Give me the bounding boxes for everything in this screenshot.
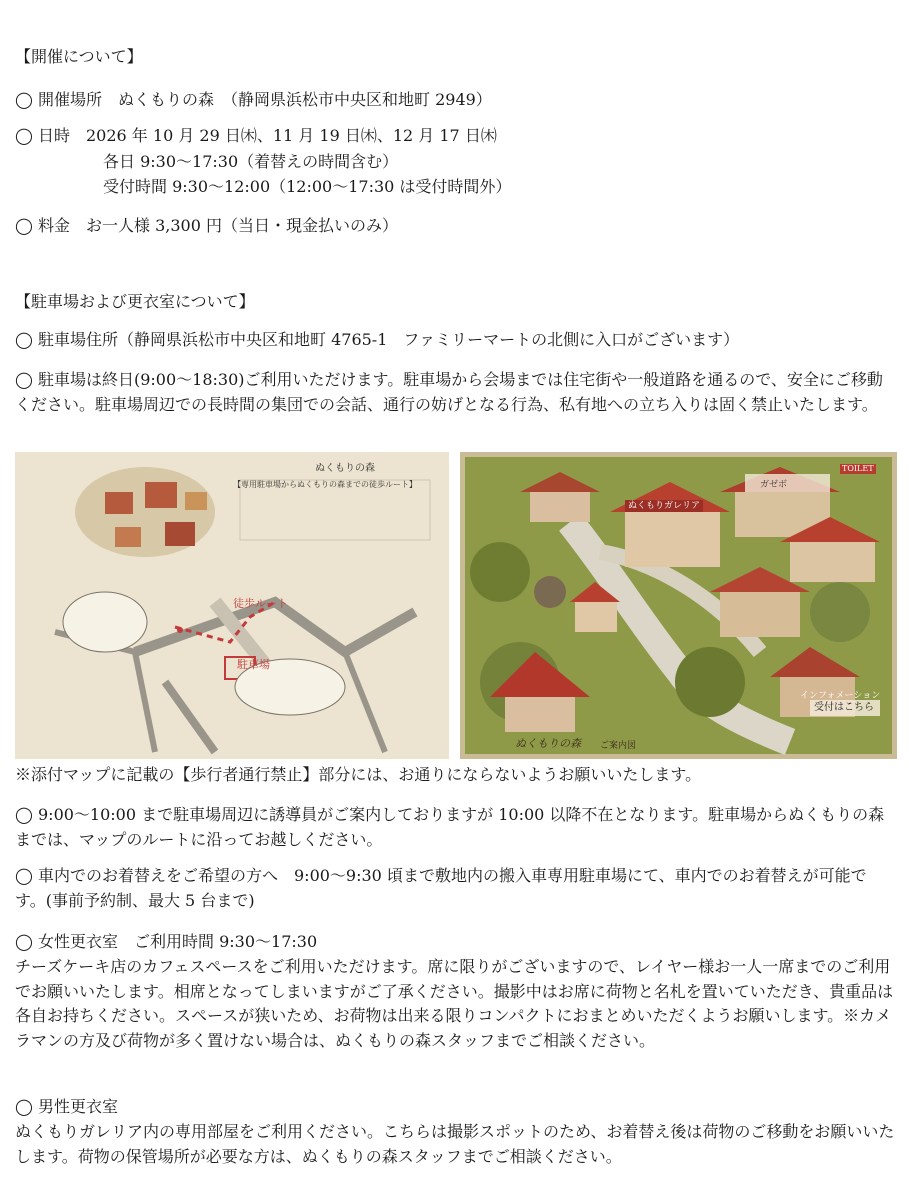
parking-label: 駐車場 — [237, 658, 270, 671]
venue-map-guide-label: ご案内図 — [600, 741, 637, 751]
car-change-info: ◯ 車内でのお着替えをご希望の方へ 9:00〜9:30 頃まで敷地内の搬入車専用駐車場にて、車内でのお着替えが可能です。(事前予約制、最大 5 台まで) — [15, 866, 867, 910]
reception-line: 受付時間 9:30〜12:00（12:00〜17:30 は受付時間外） — [103, 177, 512, 196]
information-label: インフォメーション — [800, 691, 881, 701]
venue-line: ◯ 開催場所 ぬくもりの森 （静岡県浜松市中央区和地町 2949） — [15, 90, 492, 109]
venue-map-logo: ぬくもりの森 — [515, 737, 581, 750]
holding-heading: 【開催について】 — [15, 47, 143, 66]
guide-info: ◯ 9:00〜10:00 まで駐車場周辺に誘導員がご案内しておりますが 10:00 以降不在となります。駐車場からぬくもりの森までは、マップのルートに沿ってお越しください。 — [15, 805, 885, 849]
female-room-body: チーズケーキ店のカフェスペースをご利用いただけます。席に限りがございますので、レイヤー様お一人一席までのご利用でお願いいたします。相席となってしまいますがご了承ください。撮影中はお席に荷物と名札を置いていただき、貴重品は各自お持ちください。スペースが狭いため、お荷物は出来る限りコンパクトにおまとめいただくようお願いします。※カメラマンの方及び荷物が多く置けない場合は、ぬくもりの森スタッフまでご相談ください。 — [15, 957, 894, 1050]
date-line: ◯ 日時 2026 年 10 月 29 日㈭、11 月 19 日㈭、12 月 17 日㈭ — [15, 126, 497, 145]
walking-route-map-drawing — [15, 452, 449, 759]
female-room-title: ◯ 女性更衣室 ご利用時間 9:30〜17:30 — [15, 932, 318, 951]
toilet-label: TOILET — [842, 464, 874, 473]
gazebo-label: ガゼボ — [760, 480, 788, 490]
reception-here-label: 受付はこちら — [814, 702, 874, 713]
map-note: ※添付マップに記載の【歩行者通行禁止】部分には、お通りにならないようお願いいたします。 — [15, 765, 702, 784]
walking-route-map — [15, 452, 449, 759]
galleria-label: ぬくもりガレリア — [625, 500, 703, 512]
male-room-title: ◯ 男性更衣室 — [15, 1097, 118, 1116]
male-room-body: ぬくもりガレリア内の専用部屋をご利用ください。こちらは撮影スポットのため、お着替え後は荷物のご移動をお願いいたします。荷物の保管場所が必要な方は、ぬくもりの森スタッフまでご相談ください。 — [15, 1122, 895, 1166]
parking-address: ◯ 駐車場住所（静岡県浜松市中央区和地町 4765-1 ファミリーマートの北側に入口がございます） — [15, 330, 740, 349]
walking-map-title: ぬくもりの森 — [315, 463, 375, 474]
walking-route-label: 徒歩ルート — [233, 597, 288, 610]
parking-usage: ◯ 駐車場は終日(9:00〜18:30)ご利用いただけます。駐車場から会場までは住宅街や一般道路を通るので、安全にご移動ください。駐車場周辺での長時間の集団での会話、通行の妨げとなる行為、私有地への立ち入りは固く禁止いたします。 — [15, 370, 883, 414]
walking-map-subtitle: 【専用駐車場からぬくもりの森までの徒歩ルート】 — [233, 480, 417, 489]
fee-line: ◯ 料金 お一人様 3,300 円（当日・現金払いのみ） — [15, 216, 398, 235]
parking-heading: 【駐車場および更衣室について】 — [15, 292, 255, 311]
hours-line: 各日 9:30〜17:30（着替えの時間含む） — [103, 152, 399, 171]
venue-guide-map — [460, 452, 897, 759]
